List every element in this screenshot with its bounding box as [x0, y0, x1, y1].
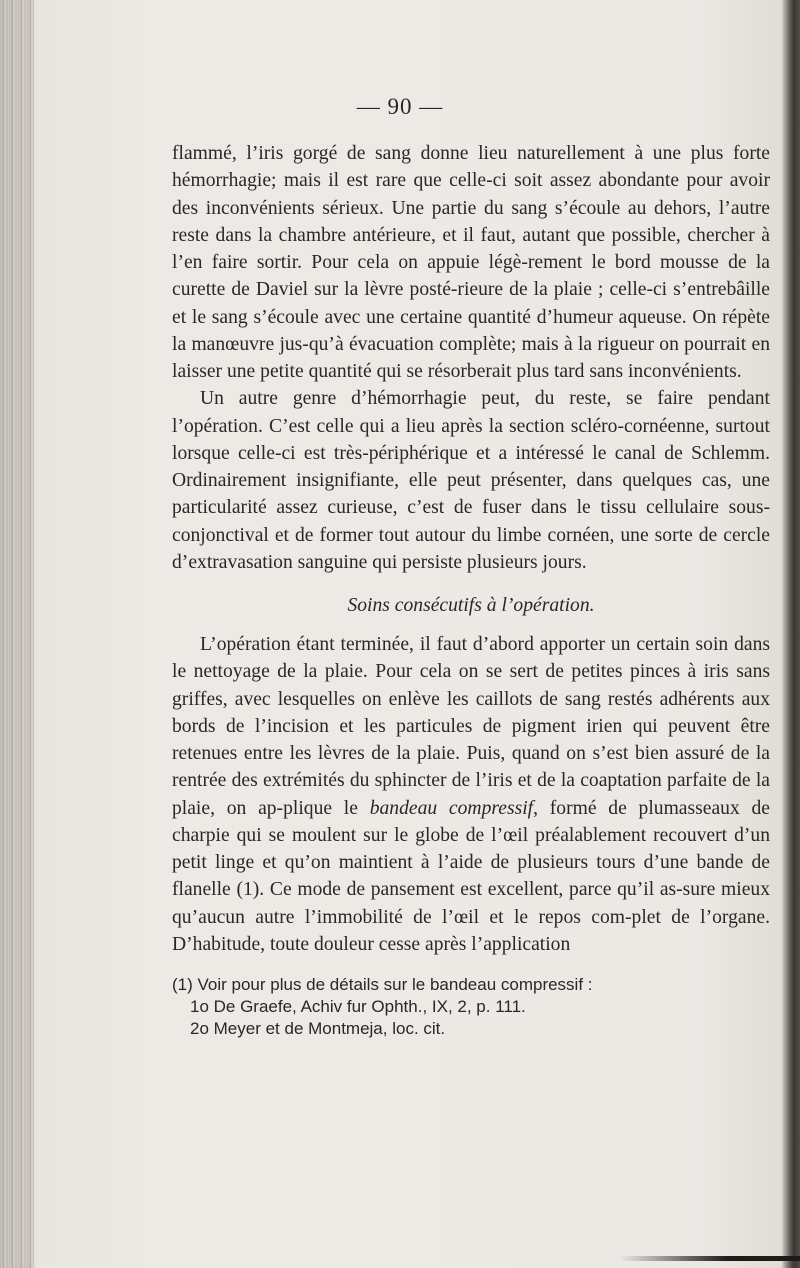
book-edge-right: [782, 0, 800, 1268]
footnote-1: (1) Voir pour plus de détails sur le bandeau compressif :: [172, 975, 593, 994]
paragraph-2: Un autre genre d’hémorrhagie peut, du reste, se faire pendant l’opération. C’est celle qui a lieu après la section scléro-cornéenne, surtout lorsque celle-ci est très-périphérique et a intéressé le canal de Schlemm. Ordinairement insignifiante, elle peut présenter, dans quelques cas, une particularité assez curieuse, c’est de fuser dans le tissu cellulaire sous-conjonctival et de former tout autour du limbe cornéen, une sorte de cercle d’extravasation sanguine qui persiste plusieurs jours.: [172, 388, 770, 573]
footnote-ref-2: 2o Meyer et de Montmeja, loc. cit.: [190, 1019, 446, 1038]
page-shadow-bottom: [620, 1256, 800, 1261]
footnotes: [172, 974, 770, 1040]
page-number: — 90 —: [356, 94, 444, 119]
paragraph-3: [172, 631, 770, 958]
footnote-ref-1: 1o De Graefe, Achiv fur Ophth., IX, 2, p. 111.: [190, 997, 526, 1016]
paragraph-3-part-1: L’opération étant terminée, il faut d’abord apporter un certain soin dans le nettoyage de la plaie. Pour cela on se sert de petites pinces à iris sans griffes, avec lesquelles on enlève les caillots de sang restés adhérents aux bords de l’incision et les particules de pigment irien qui peuvent être retenues entre les lèvres de la plaie. Puis, quand on s’est bien assuré de la rentrée des extrémités du sphincter de l’iris et de la coaptation parfaite de la plaie, on ap-plique le: [172, 634, 770, 819]
emphasis-bandeau-compressif: bandeau compressif: [369, 797, 534, 819]
paragraph-3-part-2: , formé de plumasseaux de charpie qui se moulent sur le globe de l’œil préalablement recouvert d’un petit linge et qu’on maintient à l’aide de plusieurs tours d’une bande de flanelle (1). Ce mode de pansement est excellent, parce qu’il as-sure mieux qu’aucun autre l’immobilité de l’œil et le repos com-plet de l’organe. D’habitude, toute douleur cesse après l’application: [172, 797, 770, 955]
section-title: Soins consécutifs à l’opération.: [347, 595, 595, 616]
page-body: [172, 140, 770, 1040]
paragraph-1: flammé, l’iris gorgé de sang donne lieu naturellement à une plus forte hémorrhagie; mais il est rare que celle-ci soit assez abondante pour avoir des inconvénients sérieux. Une partie du sang s’écoule au dehors, l’autre reste dans la chambre antérieure, et il faut, autant que possible, chercher à l’en faire sortir. Pour cela on appuie légè-rement le bord mousse de la curette de Daviel sur la lèvre posté-rieure de la plaie ; celle-ci s’entrebâille et le sang s’écoule avec une certaine quantité d’humeur aqueuse. On répète la manœuvre jus-qu’à évacuation complète; mais à la rigueur on pourrait en laisser une petite quantité qui se résorberait plus tard sans inconvénients.: [172, 143, 770, 382]
book-gutter-left: [0, 0, 34, 1268]
